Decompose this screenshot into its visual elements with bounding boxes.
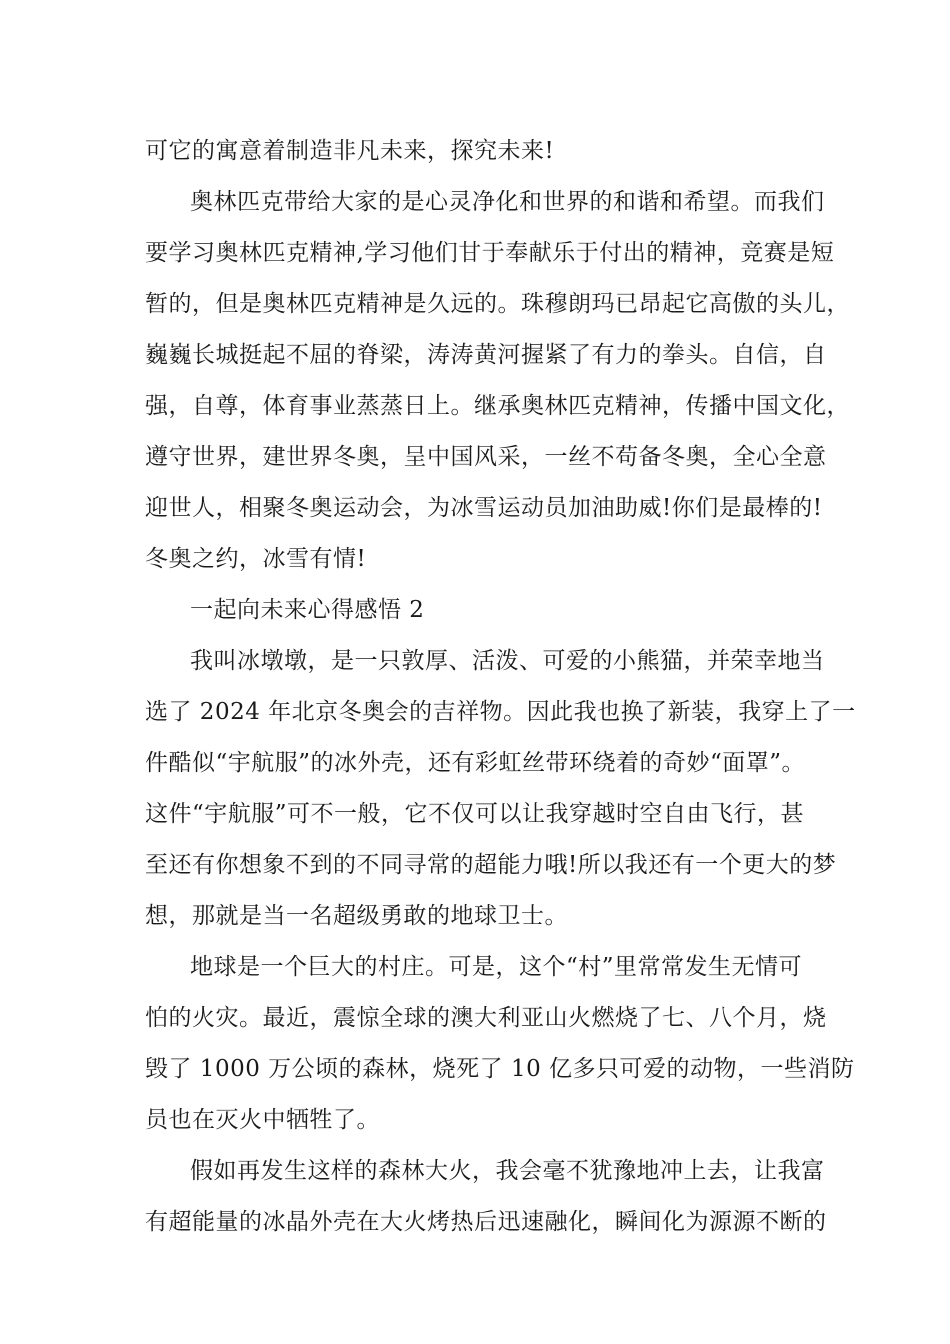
text-line: 迎世人，相聚冬奥运动会，为冰雪运动员加油助威!你们是最棒的! [145, 495, 823, 521]
paragraph-first-line: 我叫冰墩墩，是一只敦厚、活泼、可爱的小熊猫，并荣幸地当 [190, 648, 825, 674]
text-line: 遵守世界，建世界冬奥，呈中国风采，一丝不苟备冬奥，全心全意 [145, 444, 827, 470]
text-line: 怕的火灾。最近，震惊全球的澳大利亚山火燃烧了七、八个月，烧 [145, 1005, 827, 1031]
section-heading: 一起向未来心得感悟 2 [190, 597, 425, 623]
text-line: 员也在灭火中牺牲了。 [145, 1107, 380, 1133]
text-line: 选了 2024 年北京冬奥会的吉祥物。因此我也换了新装，我穿上了一 [145, 699, 856, 725]
text-line: 想，那就是当一名超级勇敢的地球卫士。 [145, 903, 568, 929]
text-line: 要学习奥林匹克精神,学习他们甘于奉献乐于付出的精神，竞赛是短 [145, 240, 835, 266]
paragraph-first-line: 地球是一个巨大的村庄。可是，这个“村”里常常发生无情可 [190, 954, 803, 980]
text-line: 至还有你想象不到的不同寻常的超能力哦!所以我还有一个更大的梦 [145, 852, 837, 878]
text-line: 有超能量的冰晶外壳在大火烤热后迅速融化，瞬间化为源源不断的 [145, 1209, 827, 1235]
text-line: 可它的寓意着制造非凡未来，探究未来! [145, 138, 555, 164]
text-line: 件酷似“宇航服”的冰外壳，还有彩虹丝带环绕着的奇妙“面罩”。 [145, 750, 806, 776]
text-line: 强，自尊，体育事业蒸蒸日上。继承奥林匹克精神，传播中国文化， [145, 393, 850, 419]
paragraph-first-line: 假如再发生这样的森林大火，我会毫不犹豫地冲上去，让我富 [190, 1158, 825, 1184]
paragraph-first-line: 奥林匹克带给大家的是心灵净化和世界的和谐和希望。而我们 [190, 189, 825, 215]
text-line: 冬奥之约，冰雪有情! [145, 546, 367, 572]
text-line: 巍巍长城挺起不屈的脊梁，涛涛黄河握紧了有力的拳头。自信，自 [145, 342, 827, 368]
text-line: 这件“宇航服”可不一般，它不仅可以让我穿越时空自由飞行，甚 [145, 801, 805, 827]
text-line: 毁了 1000 万公顷的森林，烧死了 10 亿多只可爱的动物，一些消防 [145, 1056, 855, 1082]
text-line: 暂的，但是奥林匹克精神是久远的。珠穆朗玛已昂起它高傲的头儿， [145, 291, 850, 317]
